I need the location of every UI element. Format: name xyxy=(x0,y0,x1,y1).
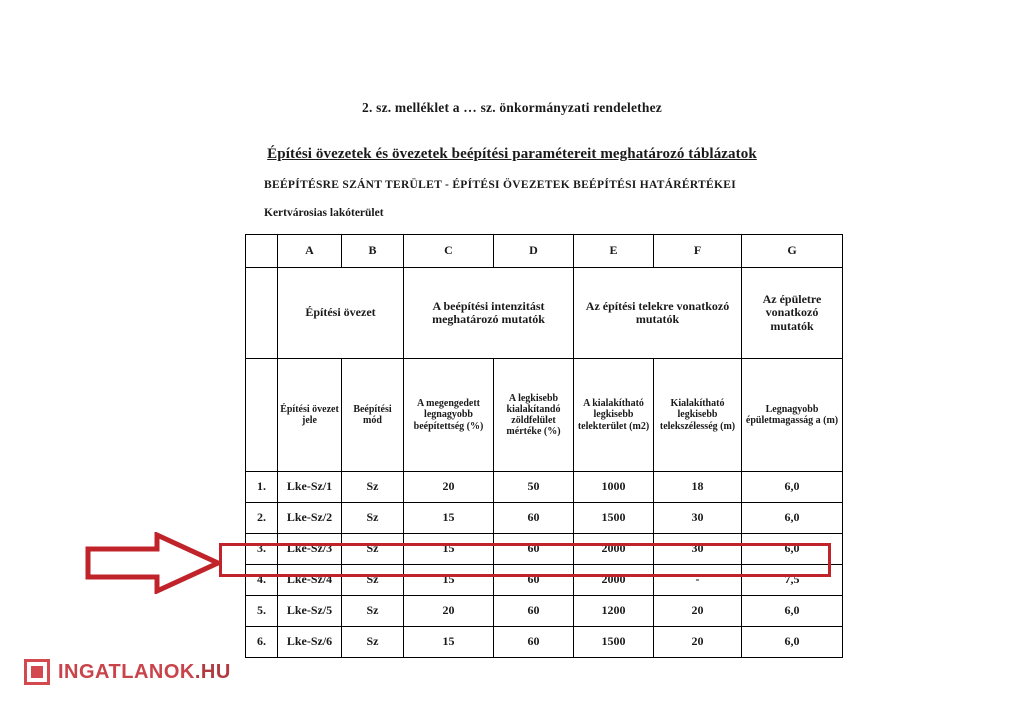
cell-telekszelesseg: 20 xyxy=(654,596,742,627)
cell-beepitesi-mod: Sz xyxy=(342,534,404,565)
row-index: 3. xyxy=(246,534,278,565)
cell-telekszelesseg: - xyxy=(654,565,742,596)
document-subsection-heading: Kertvárosias lakóterület xyxy=(264,207,384,219)
table-row xyxy=(246,472,843,503)
cell-ovezet-jele: Lke-Sz/5 xyxy=(278,596,342,627)
cell-ovezet-jele: Lke-Sz/4 xyxy=(278,565,342,596)
table-group-headers xyxy=(246,268,843,359)
column-letter-c: C xyxy=(404,235,494,268)
parameter-table xyxy=(245,234,843,658)
cell-telekszelesseg: 30 xyxy=(654,534,742,565)
cell-beepitesi-mod: Sz xyxy=(342,627,404,658)
cell-telekterulet: 1000 xyxy=(574,472,654,503)
cell-beepitesi-mod: Sz xyxy=(342,596,404,627)
ingatlanok-logo-icon xyxy=(24,659,50,685)
cell-telekterulet: 2000 xyxy=(574,534,654,565)
cell-epuletmagassag: 6,0 xyxy=(742,534,843,565)
table-detail-headers xyxy=(246,359,843,472)
detail-header-blank xyxy=(246,359,278,472)
cell-beepitettseg: 15 xyxy=(404,503,494,534)
cell-epuletmagassag: 6,0 xyxy=(742,596,843,627)
cell-zoldfelulet: 60 xyxy=(494,627,574,658)
detail-header-zoldfelulet: A legkisebb kialakítandó zöldfelület mértéke (%) xyxy=(494,359,574,472)
table-row xyxy=(246,565,843,596)
column-letter-a: A xyxy=(278,235,342,268)
document-section-heading: BEÉPÍTÉSRE SZÁNT TERÜLET - ÉPÍTÉSI ÖVEZETEK BEÉPÍTÉSI HATÁRÉRTÉKEI xyxy=(264,179,736,191)
cell-telekterulet: 1500 xyxy=(574,627,654,658)
group-header-epulet: Az épületre vonatkozó mutatók xyxy=(742,268,843,359)
cell-telekszelesseg: 20 xyxy=(654,627,742,658)
detail-header-telekterulet: A kialakítható legkisebb telekterület (m2) xyxy=(574,359,654,472)
cell-beepitettseg: 15 xyxy=(404,534,494,565)
table-row xyxy=(246,503,843,534)
detail-header-beepitesi-mod: Beépítési mód xyxy=(342,359,404,472)
cell-beepitesi-mod: Sz xyxy=(342,503,404,534)
row-index: 2. xyxy=(246,503,278,534)
cell-ovezet-jele: Lke-Sz/3 xyxy=(278,534,342,565)
table-row xyxy=(246,534,843,565)
cell-beepitettseg: 15 xyxy=(404,565,494,596)
document-subtitle: 2. sz. melléklet a … sz. önkormányzati rendelethez xyxy=(362,100,662,115)
row-index: 6. xyxy=(246,627,278,658)
cell-zoldfelulet: 60 xyxy=(494,565,574,596)
cell-telekterulet: 1200 xyxy=(574,596,654,627)
table-header-letters xyxy=(246,235,843,268)
detail-header-telekszelesseg: Kialakítható legkisebb telekszélesség (m) xyxy=(654,359,742,472)
cell-telekszelesseg: 30 xyxy=(654,503,742,534)
row-index: 5. xyxy=(246,596,278,627)
cell-epuletmagassag: 6,0 xyxy=(742,503,843,534)
cell-beepitettseg: 15 xyxy=(404,627,494,658)
cell-zoldfelulet: 60 xyxy=(494,534,574,565)
cell-ovezet-jele: Lke-Sz/6 xyxy=(278,627,342,658)
cell-zoldfelulet: 60 xyxy=(494,503,574,534)
cell-beepitettseg: 20 xyxy=(404,472,494,503)
cell-epuletmagassag: 6,0 xyxy=(742,627,843,658)
table-row-highlighted xyxy=(246,596,843,627)
table-row xyxy=(246,627,843,658)
detail-header-epuletmagassag: Legnagyobb épületmagasság a (m) xyxy=(742,359,843,472)
column-letter-e: E xyxy=(574,235,654,268)
cell-beepitettseg: 20 xyxy=(404,596,494,627)
column-letter-blank xyxy=(246,235,278,268)
row-index: 4. xyxy=(246,565,278,596)
detail-header-ovezet-jele: Építési övezet jele xyxy=(278,359,342,472)
cell-ovezet-jele: Lke-Sz/2 xyxy=(278,503,342,534)
group-header-epitesi-telek: Az építési telekre vonatkozó mutatók xyxy=(574,268,742,359)
cell-beepitesi-mod: Sz xyxy=(342,565,404,596)
document-title: Építési övezetek és övezetek beépítési paramétereit meghatározó táblázatok xyxy=(267,146,757,162)
cell-telekterulet: 2000 xyxy=(574,565,654,596)
column-letter-b: B xyxy=(342,235,404,268)
group-header-beepitesi-intenzitas: A beépítési intenzitást meghatározó mutatók xyxy=(404,268,574,359)
row-index: 1. xyxy=(246,472,278,503)
cell-zoldfelulet: 50 xyxy=(494,472,574,503)
column-letter-g: G xyxy=(742,235,843,268)
cell-ovezet-jele: Lke-Sz/1 xyxy=(278,472,342,503)
column-letter-f: F xyxy=(654,235,742,268)
group-header-epitesi-ovezet: Építési övezet xyxy=(278,268,404,359)
red-arrow-annotation xyxy=(85,532,221,594)
cell-beepitesi-mod: Sz xyxy=(342,472,404,503)
cell-epuletmagassag: 7,5 xyxy=(742,565,843,596)
cell-epuletmagassag: 6,0 xyxy=(742,472,843,503)
cell-zoldfelulet: 60 xyxy=(494,596,574,627)
watermark-text: INGATLANOK.HU xyxy=(58,660,231,683)
detail-header-beepitettseg: A megengedett legnagyobb beépítettség (%) xyxy=(404,359,494,472)
column-letter-d: D xyxy=(494,235,574,268)
group-header-blank xyxy=(246,268,278,359)
watermark xyxy=(20,655,241,689)
cell-telekterulet: 1500 xyxy=(574,503,654,534)
cell-telekszelesseg: 18 xyxy=(654,472,742,503)
